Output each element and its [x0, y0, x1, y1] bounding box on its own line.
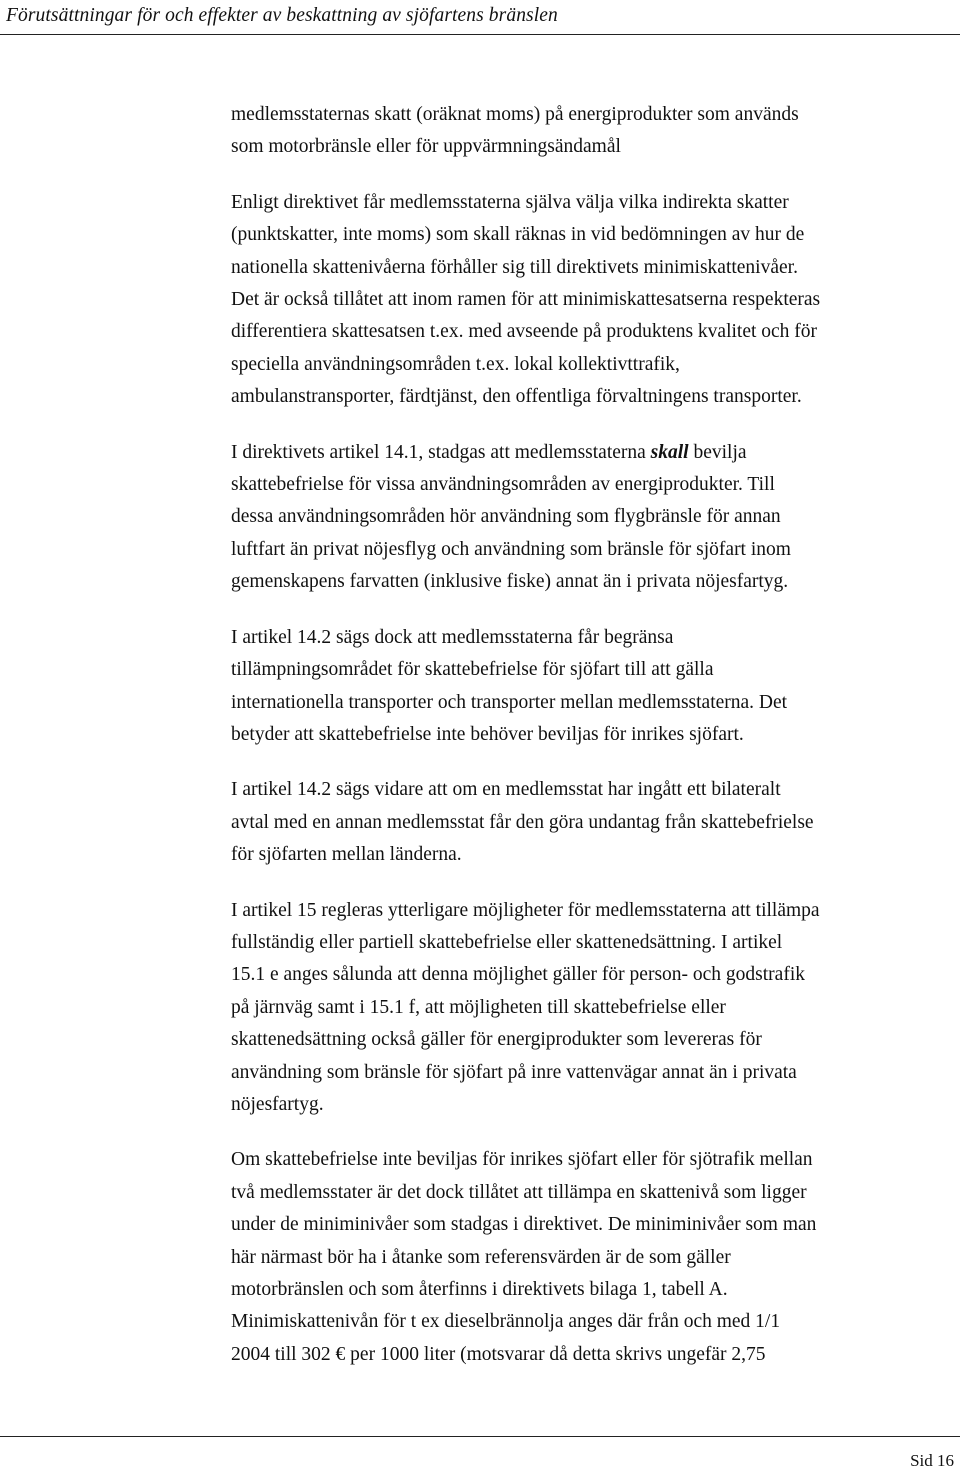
paragraph-gap: [231, 872, 960, 895]
paragraph-2: [231, 187, 960, 414]
text-line: I artikel 14.2 sägs dock att medlemsstaterna får begränsa: [231, 626, 674, 648]
text-line: Om skattebefrielse inte beviljas för inrikes sjöfart eller för sjötrafik mellan: [231, 1149, 813, 1171]
paragraph-gap: [231, 414, 960, 437]
text-line: Enligt direktivet får medlemsstaterna själva välja vilka indirekta skatter: [231, 191, 789, 213]
text-line: under de miniminivåer som stadgas i direktivet. De miniminivåer som man: [231, 1214, 817, 1236]
header-divider: [0, 34, 960, 35]
text-line: I artikel 14.2 sägs vidare att om en medlemsstat har ingått ett bilateralt: [231, 779, 781, 801]
text-line: nationella skattenivåerna förhåller sig till direktivets minimiskattenivåer.: [231, 256, 798, 278]
paragraph-7: [231, 1144, 960, 1371]
text-line: gemenskapens farvatten (inklusive fiske) annat än i privata nöjesfartyg.: [231, 571, 789, 593]
page-number: Sid 16: [910, 1451, 954, 1470]
text-line: två medlemsstater är det dock tillåtet att tillämpa en skattenivå som ligger: [231, 1181, 807, 1203]
footer-divider: [0, 1436, 960, 1437]
text-line: användning som bränsle för sjöfart på inre vattenvägar annat än i privata: [231, 1061, 797, 1083]
text-line: Det är också tillåtet att inom ramen för att minimiskattesatserna respekteras: [231, 289, 821, 311]
text-line: speciella användningsområden t.ex. lokal kollektivttrafik,: [231, 353, 680, 375]
text-line: nöjesfartyg.: [231, 1093, 324, 1115]
text-line: tillämpningsområdet för skattebefrielse för sjöfart till att gälla: [231, 659, 714, 681]
text-line: fullständig eller partiell skattebefrielse eller skattenedsättning. I artikel: [231, 931, 783, 953]
text-segment: I direktivets artikel 14.1, stadgas att medlemsstaterna: [231, 441, 651, 463]
document-body: [231, 99, 960, 1371]
paragraph-gap: [231, 599, 960, 622]
paragraph-6: [231, 895, 960, 1122]
paragraph-4: [231, 622, 960, 752]
text-line: 2004 till 302 € per 1000 liter (motsvarar då detta skrivs ungefär 2,75: [231, 1343, 766, 1365]
text-line: differentiera skattesatsen t.ex. med avseende på produktens kvalitet och för: [231, 321, 818, 343]
text-line: motorbränslen och som återfinns i direktivets bilaga 1, tabell A.: [231, 1279, 728, 1300]
text-segment: bevilja: [688, 441, 747, 463]
text-line: på järnväg samt i 15.1 f, att möjligheten till skattebefrielse eller: [231, 996, 726, 1018]
text-line: (punktskatter, inte moms) som skall räknas in vid bedömningen av hur de: [231, 224, 805, 246]
text-line: som motorbränsle eller för uppvärmningsändamål: [231, 136, 621, 158]
text-line: avtal med en annan medlemsstat får den göra undantag från skattebefrielse: [231, 811, 814, 833]
page-footer: [0, 1436, 960, 1471]
paragraph-1: [231, 99, 960, 164]
text-line: här närmast bör ha i åtanke som referensvärden är de som gäller: [231, 1246, 731, 1268]
text-line: 15.1 e anges sålunda att denna möjlighet gäller för person- och godstrafik: [231, 964, 805, 986]
paragraph-3: [231, 437, 960, 599]
text-line: ambulanstransporter, färdtjänst, den offentliga förvaltningens transporter.: [231, 386, 802, 408]
text-line: dessa användningsområden hör användning som flygbränsle för annan: [231, 506, 781, 528]
text-line: Minimiskattenivån för t ex dieselbrännolja anges där från och med 1/1: [231, 1311, 781, 1333]
text-line: internationella transporter och transporter mellan medlemsstaterna. Det: [231, 691, 788, 713]
text-line: [231, 437, 960, 469]
paragraph-gap: [231, 751, 960, 774]
text-line: luftfart än privat nöjesflyg och användning som bränsle för sjöfart inom: [231, 538, 791, 560]
text-line: för sjöfarten mellan länderna.: [231, 844, 462, 866]
text-line: I artikel 15 regleras ytterligare möjligheter för medlemsstaterna att tillämpa: [231, 899, 820, 921]
text-line: skattenedsättning också gäller för energiprodukter som levereras för: [231, 1029, 762, 1051]
text-line: skattebefrielse för vissa användningsområden av energiprodukter. Till: [231, 474, 775, 496]
document-title: Förutsättningar för och effekter av beskattning av sjöfartens bränslen: [6, 5, 558, 26]
page-header: [0, 0, 960, 40]
text-line: medlemsstaternas skatt (oräknat moms) på energiprodukter som används: [231, 104, 799, 125]
paragraph-gap: [231, 164, 960, 187]
text-line: betyder att skattebefrielse inte behöver beviljas för inrikes sjöfart.: [231, 723, 744, 745]
emphasized-word: skall: [650, 441, 689, 463]
paragraph-gap: [231, 1121, 960, 1144]
paragraph-5: [231, 774, 960, 871]
